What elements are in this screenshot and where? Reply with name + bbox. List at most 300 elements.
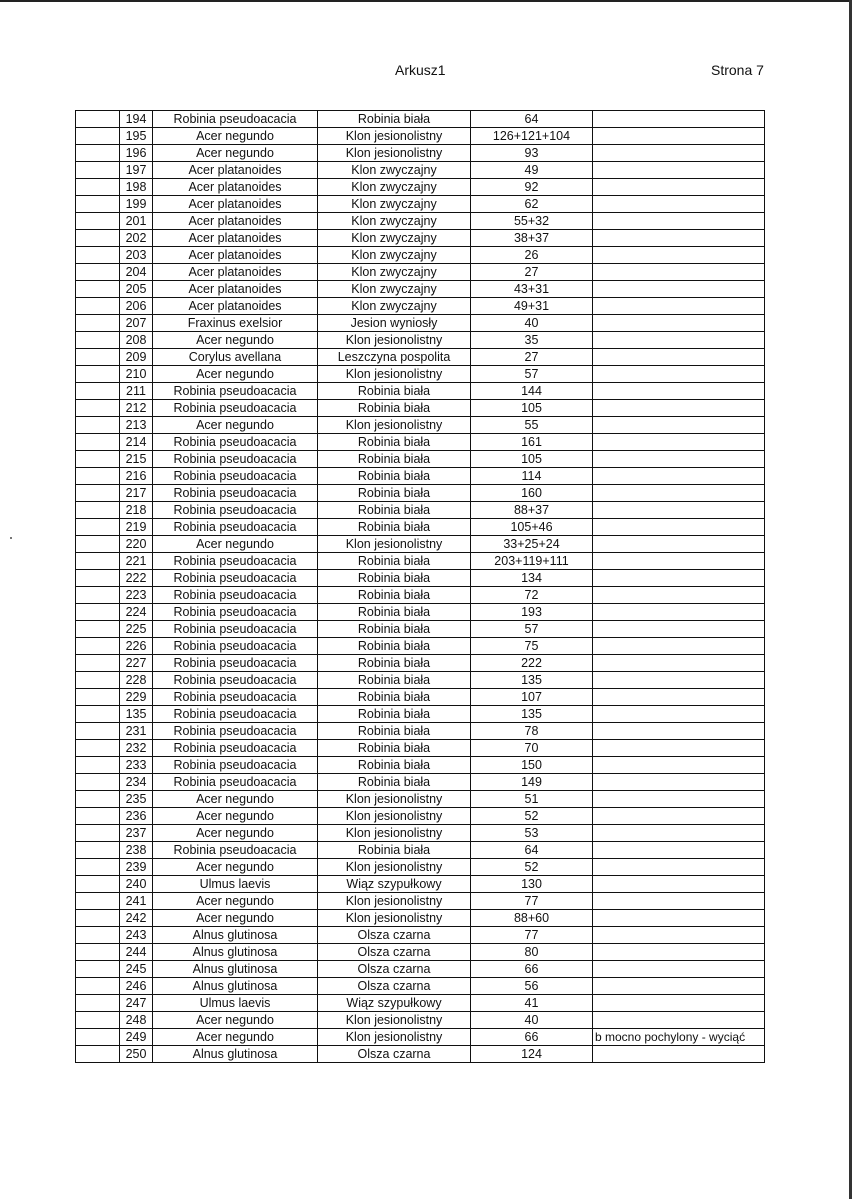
polish-name-cell: Olsza czarna bbox=[318, 1046, 471, 1063]
latin-name-cell: Robinia pseudoacacia bbox=[153, 604, 318, 621]
polish-name-cell: Klon jesionolistny bbox=[318, 536, 471, 553]
table-body bbox=[76, 111, 765, 1063]
tree-number-cell: 207 bbox=[120, 315, 153, 332]
circumference-cell: 52 bbox=[471, 808, 593, 825]
table-row bbox=[76, 825, 765, 842]
table-row bbox=[76, 536, 765, 553]
circumference-cell: 27 bbox=[471, 264, 593, 281]
table-row bbox=[76, 128, 765, 145]
circumference-cell: 53 bbox=[471, 825, 593, 842]
row-blank-cell bbox=[76, 417, 120, 434]
remarks-cell bbox=[593, 825, 765, 842]
tree-number-cell: 206 bbox=[120, 298, 153, 315]
tree-number-cell: 235 bbox=[120, 791, 153, 808]
circumference-cell: 38+37 bbox=[471, 230, 593, 247]
table-row bbox=[76, 519, 765, 536]
row-blank-cell bbox=[76, 128, 120, 145]
latin-name-cell: Robinia pseudoacacia bbox=[153, 638, 318, 655]
circumference-cell: 41 bbox=[471, 995, 593, 1012]
table-row bbox=[76, 230, 765, 247]
row-blank-cell bbox=[76, 349, 120, 366]
latin-name-cell: Acer negundo bbox=[153, 145, 318, 162]
circumference-cell: 49 bbox=[471, 162, 593, 179]
row-blank-cell bbox=[76, 536, 120, 553]
row-blank-cell bbox=[76, 196, 120, 213]
polish-name-cell: Klon jesionolistny bbox=[318, 825, 471, 842]
latin-name-cell: Acer negundo bbox=[153, 893, 318, 910]
table-row bbox=[76, 145, 765, 162]
polish-name-cell: Robinia biała bbox=[318, 842, 471, 859]
circumference-cell: 160 bbox=[471, 485, 593, 502]
circumference-cell: 80 bbox=[471, 944, 593, 961]
circumference-cell: 107 bbox=[471, 689, 593, 706]
circumference-cell: 105+46 bbox=[471, 519, 593, 536]
tree-number-cell: 222 bbox=[120, 570, 153, 587]
circumference-cell: 124 bbox=[471, 1046, 593, 1063]
remarks-cell bbox=[593, 417, 765, 434]
table-row bbox=[76, 876, 765, 893]
remarks-cell bbox=[593, 400, 765, 417]
tree-number-cell: 246 bbox=[120, 978, 153, 995]
tree-number-cell: 208 bbox=[120, 332, 153, 349]
row-blank-cell bbox=[76, 400, 120, 417]
table-row bbox=[76, 740, 765, 757]
latin-name-cell: Acer negundo bbox=[153, 791, 318, 808]
remarks-cell bbox=[593, 978, 765, 995]
latin-name-cell: Robinia pseudoacacia bbox=[153, 706, 318, 723]
circumference-cell: 33+25+24 bbox=[471, 536, 593, 553]
latin-name-cell: Acer negundo bbox=[153, 1012, 318, 1029]
tree-number-cell: 197 bbox=[120, 162, 153, 179]
polish-name-cell: Klon jesionolistny bbox=[318, 366, 471, 383]
polish-name-cell: Robinia biała bbox=[318, 774, 471, 791]
table-row bbox=[76, 298, 765, 315]
circumference-cell: 77 bbox=[471, 927, 593, 944]
polish-name-cell: Robinia biała bbox=[318, 400, 471, 417]
remarks-cell bbox=[593, 604, 765, 621]
page-border-top bbox=[0, 0, 852, 2]
tree-number-cell: 218 bbox=[120, 502, 153, 519]
remarks-cell bbox=[593, 995, 765, 1012]
polish-name-cell: Klon jesionolistny bbox=[318, 791, 471, 808]
polish-name-cell: Klon jesionolistny bbox=[318, 1029, 471, 1046]
row-blank-cell bbox=[76, 1012, 120, 1029]
polish-name-cell: Klon zwyczajny bbox=[318, 162, 471, 179]
polish-name-cell: Klon zwyczajny bbox=[318, 196, 471, 213]
circumference-cell: 130 bbox=[471, 876, 593, 893]
row-blank-cell bbox=[76, 859, 120, 876]
latin-name-cell: Robinia pseudoacacia bbox=[153, 502, 318, 519]
table-row bbox=[76, 774, 765, 791]
remarks-cell bbox=[593, 451, 765, 468]
tree-inventory-table bbox=[75, 110, 765, 1063]
tree-number-cell: 203 bbox=[120, 247, 153, 264]
latin-name-cell: Alnus glutinosa bbox=[153, 961, 318, 978]
tree-number-cell: 238 bbox=[120, 842, 153, 859]
tree-number-cell: 225 bbox=[120, 621, 153, 638]
remarks-cell bbox=[593, 298, 765, 315]
latin-name-cell: Robinia pseudoacacia bbox=[153, 757, 318, 774]
scan-speck bbox=[10, 537, 12, 539]
tree-number-cell: 204 bbox=[120, 264, 153, 281]
remarks-cell bbox=[593, 1012, 765, 1029]
circumference-cell: 134 bbox=[471, 570, 593, 587]
tree-number-cell: 224 bbox=[120, 604, 153, 621]
tree-number-cell: 242 bbox=[120, 910, 153, 927]
table-row bbox=[76, 111, 765, 128]
polish-name-cell: Robinia biała bbox=[318, 451, 471, 468]
table-row bbox=[76, 706, 765, 723]
circumference-cell: 92 bbox=[471, 179, 593, 196]
polish-name-cell: Robinia biała bbox=[318, 570, 471, 587]
tree-number-cell: 135 bbox=[120, 706, 153, 723]
table-row bbox=[76, 502, 765, 519]
row-blank-cell bbox=[76, 995, 120, 1012]
tree-number-cell: 223 bbox=[120, 587, 153, 604]
row-blank-cell bbox=[76, 247, 120, 264]
remarks-cell bbox=[593, 145, 765, 162]
tree-number-cell: 212 bbox=[120, 400, 153, 417]
remarks-cell bbox=[593, 179, 765, 196]
polish-name-cell: Robinia biała bbox=[318, 604, 471, 621]
polish-name-cell: Klon jesionolistny bbox=[318, 332, 471, 349]
row-blank-cell bbox=[76, 298, 120, 315]
table-row bbox=[76, 910, 765, 927]
tree-number-cell: 250 bbox=[120, 1046, 153, 1063]
polish-name-cell: Klon jesionolistny bbox=[318, 128, 471, 145]
tree-number-cell: 229 bbox=[120, 689, 153, 706]
polish-name-cell: Klon jesionolistny bbox=[318, 910, 471, 927]
latin-name-cell: Robinia pseudoacacia bbox=[153, 400, 318, 417]
remarks-cell bbox=[593, 621, 765, 638]
circumference-cell: 77 bbox=[471, 893, 593, 910]
remarks-cell bbox=[593, 893, 765, 910]
row-blank-cell bbox=[76, 689, 120, 706]
tree-number-cell: 243 bbox=[120, 927, 153, 944]
row-blank-cell bbox=[76, 587, 120, 604]
remarks-cell bbox=[593, 128, 765, 145]
latin-name-cell: Acer platanoides bbox=[153, 196, 318, 213]
row-blank-cell bbox=[76, 213, 120, 230]
remarks-cell bbox=[593, 638, 765, 655]
circumference-cell: 66 bbox=[471, 961, 593, 978]
table-row bbox=[76, 995, 765, 1012]
row-blank-cell bbox=[76, 621, 120, 638]
table-row bbox=[76, 604, 765, 621]
table-row bbox=[76, 383, 765, 400]
row-blank-cell bbox=[76, 927, 120, 944]
row-blank-cell bbox=[76, 706, 120, 723]
remarks-cell bbox=[593, 740, 765, 757]
circumference-cell: 193 bbox=[471, 604, 593, 621]
table-row bbox=[76, 961, 765, 978]
polish-name-cell: Klon jesionolistny bbox=[318, 859, 471, 876]
table-row bbox=[76, 859, 765, 876]
table-row bbox=[76, 400, 765, 417]
remarks-cell bbox=[593, 910, 765, 927]
latin-name-cell: Robinia pseudoacacia bbox=[153, 655, 318, 672]
table-row bbox=[76, 451, 765, 468]
circumference-cell: 144 bbox=[471, 383, 593, 400]
row-blank-cell bbox=[76, 162, 120, 179]
remarks-cell bbox=[593, 162, 765, 179]
row-blank-cell bbox=[76, 434, 120, 451]
remarks-cell bbox=[593, 349, 765, 366]
polish-name-cell: Olsza czarna bbox=[318, 961, 471, 978]
polish-name-cell: Robinia biała bbox=[318, 587, 471, 604]
tree-number-cell: 237 bbox=[120, 825, 153, 842]
polish-name-cell: Olsza czarna bbox=[318, 944, 471, 961]
table-row bbox=[76, 417, 765, 434]
row-blank-cell bbox=[76, 485, 120, 502]
table-row bbox=[76, 281, 765, 298]
table-row bbox=[76, 808, 765, 825]
tree-number-cell: 199 bbox=[120, 196, 153, 213]
row-blank-cell bbox=[76, 604, 120, 621]
remarks-cell bbox=[593, 281, 765, 298]
tree-number-cell: 234 bbox=[120, 774, 153, 791]
remarks-cell bbox=[593, 587, 765, 604]
circumference-cell: 64 bbox=[471, 842, 593, 859]
circumference-cell: 126+121+104 bbox=[471, 128, 593, 145]
polish-name-cell: Klon zwyczajny bbox=[318, 247, 471, 264]
tree-number-cell: 228 bbox=[120, 672, 153, 689]
row-blank-cell bbox=[76, 876, 120, 893]
table-row bbox=[76, 978, 765, 995]
tree-number-cell: 210 bbox=[120, 366, 153, 383]
remarks-cell bbox=[593, 927, 765, 944]
polish-name-cell: Robinia biała bbox=[318, 502, 471, 519]
circumference-cell: 57 bbox=[471, 621, 593, 638]
row-blank-cell bbox=[76, 230, 120, 247]
tree-number-cell: 232 bbox=[120, 740, 153, 757]
circumference-cell: 135 bbox=[471, 706, 593, 723]
latin-name-cell: Acer negundo bbox=[153, 859, 318, 876]
tree-number-cell: 194 bbox=[120, 111, 153, 128]
latin-name-cell: Alnus glutinosa bbox=[153, 1046, 318, 1063]
circumference-cell: 57 bbox=[471, 366, 593, 383]
tree-number-cell: 245 bbox=[120, 961, 153, 978]
polish-name-cell: Klon jesionolistny bbox=[318, 417, 471, 434]
row-blank-cell bbox=[76, 111, 120, 128]
remarks-cell bbox=[593, 519, 765, 536]
remarks-cell bbox=[593, 1046, 765, 1063]
latin-name-cell: Acer negundo bbox=[153, 536, 318, 553]
table-row bbox=[76, 264, 765, 281]
table-row bbox=[76, 332, 765, 349]
tree-number-cell: 209 bbox=[120, 349, 153, 366]
table-row bbox=[76, 179, 765, 196]
table-row bbox=[76, 349, 765, 366]
remarks-cell bbox=[593, 468, 765, 485]
table-row bbox=[76, 196, 765, 213]
latin-name-cell: Acer platanoides bbox=[153, 230, 318, 247]
row-blank-cell bbox=[76, 893, 120, 910]
circumference-cell: 27 bbox=[471, 349, 593, 366]
row-blank-cell bbox=[76, 791, 120, 808]
polish-name-cell: Wiąz szypułkowy bbox=[318, 876, 471, 893]
sheet-title: Arkusz1 bbox=[395, 62, 446, 78]
tree-number-cell: 219 bbox=[120, 519, 153, 536]
latin-name-cell: Acer negundo bbox=[153, 366, 318, 383]
table-row bbox=[76, 944, 765, 961]
row-blank-cell bbox=[76, 315, 120, 332]
row-blank-cell bbox=[76, 757, 120, 774]
tree-number-cell: 201 bbox=[120, 213, 153, 230]
polish-name-cell: Robinia biała bbox=[318, 621, 471, 638]
table-row bbox=[76, 247, 765, 264]
table-row bbox=[76, 723, 765, 740]
circumference-cell: 43+31 bbox=[471, 281, 593, 298]
row-blank-cell bbox=[76, 383, 120, 400]
circumference-cell: 105 bbox=[471, 451, 593, 468]
circumference-cell: 56 bbox=[471, 978, 593, 995]
latin-name-cell: Acer negundo bbox=[153, 825, 318, 842]
latin-name-cell: Fraxinus exelsior bbox=[153, 315, 318, 332]
remarks-cell bbox=[593, 213, 765, 230]
circumference-cell: 49+31 bbox=[471, 298, 593, 315]
remarks-cell bbox=[593, 570, 765, 587]
polish-name-cell: Klon jesionolistny bbox=[318, 808, 471, 825]
circumference-cell: 150 bbox=[471, 757, 593, 774]
remarks-cell bbox=[593, 689, 765, 706]
circumference-cell: 62 bbox=[471, 196, 593, 213]
circumference-cell: 75 bbox=[471, 638, 593, 655]
table-row bbox=[76, 791, 765, 808]
latin-name-cell: Acer platanoides bbox=[153, 247, 318, 264]
latin-name-cell: Robinia pseudoacacia bbox=[153, 451, 318, 468]
polish-name-cell: Leszczyna pospolita bbox=[318, 349, 471, 366]
remarks-cell bbox=[593, 876, 765, 893]
polish-name-cell: Robinia biała bbox=[318, 468, 471, 485]
latin-name-cell: Acer negundo bbox=[153, 332, 318, 349]
tree-number-cell: 241 bbox=[120, 893, 153, 910]
latin-name-cell: Robinia pseudoacacia bbox=[153, 740, 318, 757]
tree-number-cell: 226 bbox=[120, 638, 153, 655]
table-row bbox=[76, 213, 765, 230]
remarks-cell bbox=[593, 655, 765, 672]
polish-name-cell: Olsza czarna bbox=[318, 927, 471, 944]
remarks-cell bbox=[593, 315, 765, 332]
row-blank-cell bbox=[76, 451, 120, 468]
latin-name-cell: Acer negundo bbox=[153, 910, 318, 927]
tree-number-cell: 240 bbox=[120, 876, 153, 893]
tree-number-cell: 196 bbox=[120, 145, 153, 162]
row-blank-cell bbox=[76, 740, 120, 757]
remarks-cell bbox=[593, 961, 765, 978]
row-blank-cell bbox=[76, 570, 120, 587]
polish-name-cell: Klon jesionolistny bbox=[318, 1012, 471, 1029]
table-row bbox=[76, 1012, 765, 1029]
circumference-cell: 203+119+111 bbox=[471, 553, 593, 570]
table-row bbox=[76, 672, 765, 689]
table-row bbox=[76, 587, 765, 604]
polish-name-cell: Klon zwyczajny bbox=[318, 213, 471, 230]
table-row bbox=[76, 757, 765, 774]
circumference-cell: 88+60 bbox=[471, 910, 593, 927]
polish-name-cell: Robinia biała bbox=[318, 383, 471, 400]
remarks-cell bbox=[593, 230, 765, 247]
table-row bbox=[76, 553, 765, 570]
circumference-cell: 64 bbox=[471, 111, 593, 128]
polish-name-cell: Klon zwyczajny bbox=[318, 264, 471, 281]
remarks-cell bbox=[593, 434, 765, 451]
polish-name-cell: Robinia biała bbox=[318, 655, 471, 672]
latin-name-cell: Robinia pseudoacacia bbox=[153, 587, 318, 604]
remarks-cell bbox=[593, 944, 765, 961]
polish-name-cell: Klon zwyczajny bbox=[318, 230, 471, 247]
remarks-cell bbox=[593, 485, 765, 502]
table-row bbox=[76, 689, 765, 706]
circumference-cell: 40 bbox=[471, 315, 593, 332]
remarks-cell bbox=[593, 723, 765, 740]
row-blank-cell bbox=[76, 910, 120, 927]
latin-name-cell: Ulmus laevis bbox=[153, 876, 318, 893]
latin-name-cell: Robinia pseudoacacia bbox=[153, 468, 318, 485]
polish-name-cell: Robinia biała bbox=[318, 740, 471, 757]
table-row bbox=[76, 485, 765, 502]
polish-name-cell: Robinia biała bbox=[318, 757, 471, 774]
circumference-cell: 40 bbox=[471, 1012, 593, 1029]
latin-name-cell: Robinia pseudoacacia bbox=[153, 434, 318, 451]
latin-name-cell: Acer platanoides bbox=[153, 298, 318, 315]
table-row bbox=[76, 1029, 765, 1046]
remarks-cell bbox=[593, 264, 765, 281]
polish-name-cell: Klon zwyczajny bbox=[318, 281, 471, 298]
latin-name-cell: Robinia pseudoacacia bbox=[153, 774, 318, 791]
remarks-cell bbox=[593, 553, 765, 570]
latin-name-cell: Robinia pseudoacacia bbox=[153, 723, 318, 740]
remarks-cell bbox=[593, 859, 765, 876]
row-blank-cell bbox=[76, 179, 120, 196]
row-blank-cell bbox=[76, 145, 120, 162]
circumference-cell: 78 bbox=[471, 723, 593, 740]
circumference-cell: 72 bbox=[471, 587, 593, 604]
latin-name-cell: Acer platanoides bbox=[153, 162, 318, 179]
circumference-cell: 88+37 bbox=[471, 502, 593, 519]
row-blank-cell bbox=[76, 672, 120, 689]
latin-name-cell: Acer negundo bbox=[153, 417, 318, 434]
polish-name-cell: Robinia biała bbox=[318, 485, 471, 502]
latin-name-cell: Alnus glutinosa bbox=[153, 978, 318, 995]
latin-name-cell: Robinia pseudoacacia bbox=[153, 672, 318, 689]
row-blank-cell bbox=[76, 1029, 120, 1046]
latin-name-cell: Acer negundo bbox=[153, 128, 318, 145]
polish-name-cell: Robinia biała bbox=[318, 706, 471, 723]
remarks-cell bbox=[593, 791, 765, 808]
remarks-cell bbox=[593, 196, 765, 213]
latin-name-cell: Ulmus laevis bbox=[153, 995, 318, 1012]
tree-number-cell: 195 bbox=[120, 128, 153, 145]
circumference-cell: 52 bbox=[471, 859, 593, 876]
tree-number-cell: 227 bbox=[120, 655, 153, 672]
circumference-cell: 93 bbox=[471, 145, 593, 162]
row-blank-cell bbox=[76, 332, 120, 349]
polish-name-cell: Robinia biała bbox=[318, 672, 471, 689]
row-blank-cell bbox=[76, 264, 120, 281]
row-blank-cell bbox=[76, 366, 120, 383]
table-row bbox=[76, 570, 765, 587]
table-row bbox=[76, 638, 765, 655]
remarks-cell bbox=[593, 247, 765, 264]
table-row bbox=[76, 621, 765, 638]
circumference-cell: 222 bbox=[471, 655, 593, 672]
tree-number-cell: 236 bbox=[120, 808, 153, 825]
polish-name-cell: Wiąz szypułkowy bbox=[318, 995, 471, 1012]
latin-name-cell: Acer platanoides bbox=[153, 179, 318, 196]
remarks-cell bbox=[593, 536, 765, 553]
circumference-cell: 149 bbox=[471, 774, 593, 791]
